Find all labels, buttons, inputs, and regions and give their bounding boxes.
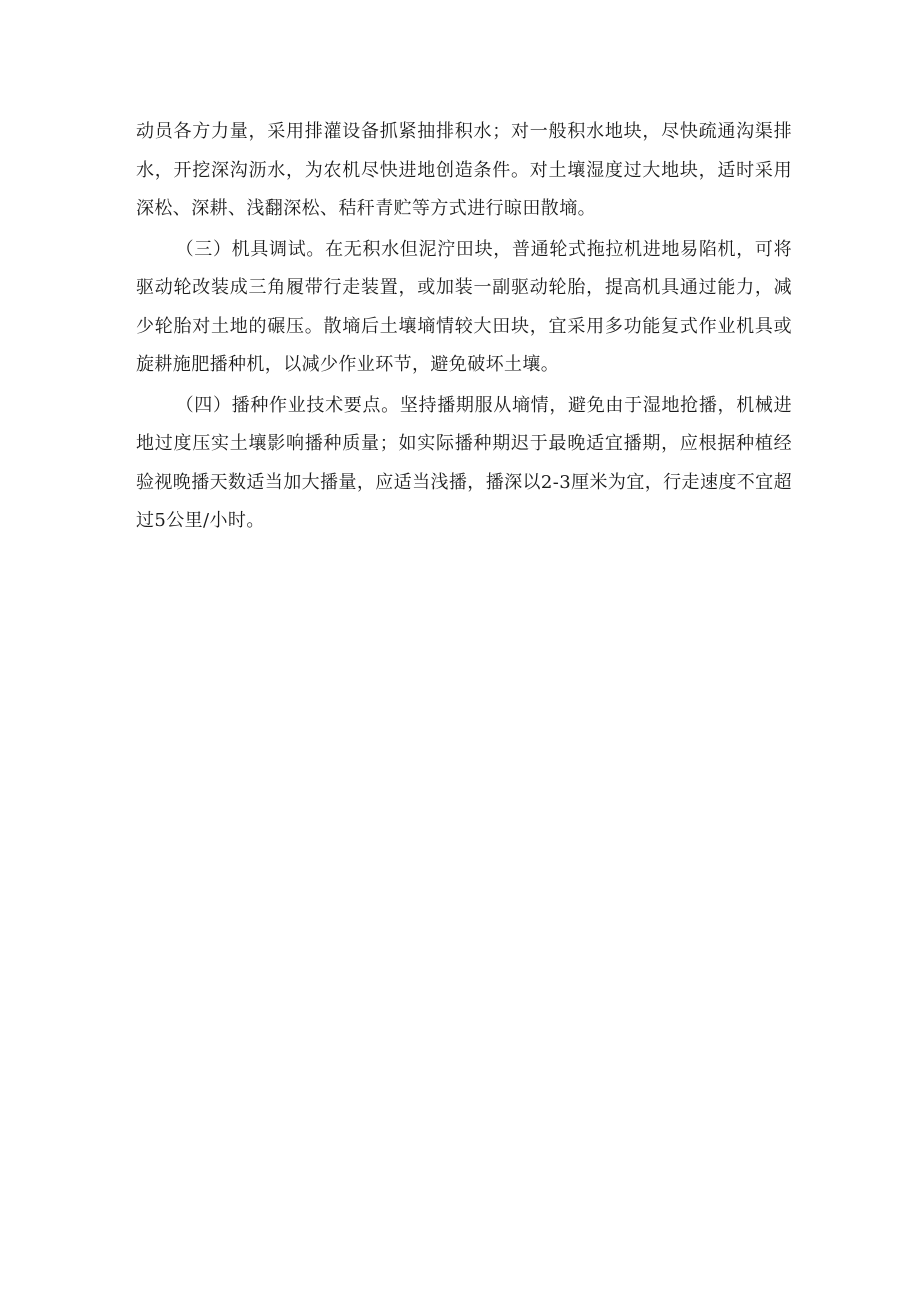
paragraph-machine-debugging: （三）机具调试。在无积水但泥泞田块，普通轮式拖拉机进地易陷机，可将驱动轮改装成三角履带行走装置，或加装一副驱动轮胎，提高机具通过能力，减少轮胎对土地的碾压。散墒后土壤墒情较大田块，宜采用多功能复式作业机具或旋耕施肥播种机，以减少作业环节，避免破坏土壤。 bbox=[136, 238, 792, 375]
paragraph-continuation: 动员各方力量，采用排灌设备抓紧抽排积水；对一般积水地块，尽快疏通沟渠排水，开挖深沟沥水，为农机尽快进地创造条件。对土壤湿度过大地块，适时采用深松、深耕、浅翻深松、秸秆青贮等方式进行晾田散墒。 bbox=[136, 121, 792, 219]
paragraph-sowing-key-points: （四）播种作业技术要点。坚持播期服从墒情，避免由于湿地抢播，机械进地过度压实土壤影响播种质量；如实际播种期迟于最晚适宜播期，应根据种植经验视晚播天数适当加大播量，应适当浅播，播深以2-3厘米为宜，行走速度不宜超过5公里/小时。 bbox=[136, 394, 792, 531]
document-body bbox=[136, 113, 792, 543]
